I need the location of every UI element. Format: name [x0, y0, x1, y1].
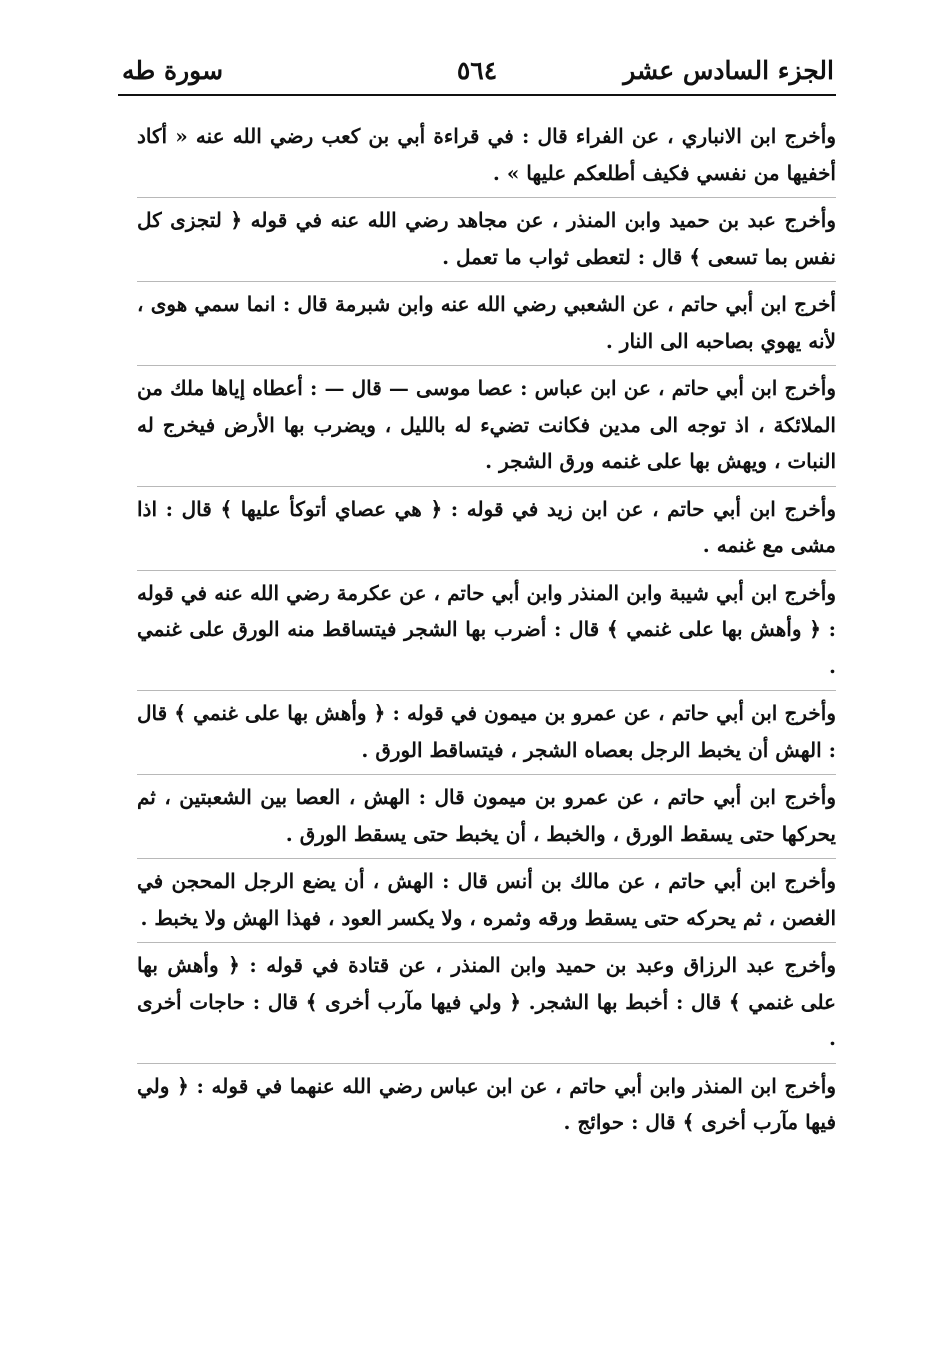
header-rule — [118, 94, 836, 96]
entry-divider — [137, 858, 836, 859]
narration-entry: وأخرج ابن أبي حاتم ، عن عمرو بن ميمون في قوله : ﴿ وأهش بها على غنمي ﴾ قال : الهش أن يخبط الرجل بعصاه الشجر ، فيتساقط الورق . — [137, 701, 836, 762]
narration-entry: وأخرج ابن أبي شيبة وابن المنذر وابن أبي حاتم ، عن عكرمة رضي الله عنه في قوله : ﴿ وأهش بها على غنمي ﴾ قال : أضرب بها الشجر فيتساقط منه الورق على غنمي . — [137, 580, 836, 678]
entry-divider — [137, 197, 836, 198]
entry-divider — [137, 690, 836, 691]
narration-entry: وأخرج عبد بن حميد وابن المنذر ، عن مجاهد رضي الله عنه في قوله ﴿ لتجزى كل نفس بما تسعى ﴾ قال : لتعطى ثواب ما تعمل . — [137, 208, 836, 269]
narration-entry: وأخرج ابن أبي حاتم ، عن ابن زيد في قوله : ﴿ هي عصاي أتوكأ عليها ﴾ قال : اذا مشى مع غنمه . — [137, 496, 836, 557]
narration-entry: وأخرج عبد الرزاق وعبد بن حميد وابن المنذر ، عن قتادة في قوله : ﴿ وأهش بها على غنمي ﴾ قال : أخبط بها الشجر. ﴿ ولي فيها مآرب أخرى ﴾ قال : حاجات أخرى . — [137, 953, 836, 1050]
entry-divider — [137, 774, 836, 775]
page-header — [118, 52, 836, 96]
narration-entry: وأخرج ابن المنذر وابن أبي حاتم ، عن ابن عباس رضي الله عنهما في قوله : ﴿ ولي فيها مآرب أخرى ﴾ قال : حوائج . — [137, 1073, 836, 1134]
entry-divider — [137, 1063, 836, 1064]
entry-divider — [137, 942, 836, 943]
entry-divider — [137, 486, 836, 487]
narration-entry: وأخرج ابن أبي حاتم ، عن مالك بن أنس قال : الهش ، أن يضع الرجل المحجن في الغصن ، ثم يحركه حتى يسقط ورقه وثمره ، ولا يكسر العود ، فهذا الهش ولا يخبط . — [137, 869, 836, 930]
narration-entry: وأخرج ابن أبي حاتم ، عن عمرو بن ميمون قال : الهش ، العصا بين الشعبتين ، ثم يحركها حتى يسقط الورق ، والخبط ، أن يخبط حتى يسقط الورق . — [137, 785, 836, 846]
surah-label: سورة طه — [122, 56, 224, 85]
narration-entry: وأخرج ابن أبي حاتم ، عن ابن عباس : عصا موسى — قال — : أعطاه إياها ملك من الملائكة ، اذ توجه الى مدين فكانت تضيء له بالليل ، ويضرب بها الأرض فيخرج له النبات ، ويهش بها على غنمه ورق الشجر . — [137, 376, 836, 473]
entry-divider — [137, 365, 836, 366]
narration-entry: أخرج ابن أبي حاتم ، عن الشعبي رضي الله عنه وابن شبرمة قال : انما سمي هوى ، لأنه يهوي بصاحبه الى النار . — [137, 292, 836, 353]
entry-divider — [137, 570, 836, 571]
narration-entry: وأخرج ابن الانباري ، عن الفراء قال : في قراءة أبي بن كعب رضي الله عنه « أكاد أخفيها من نفسي فكيف أطلعكم عليها » . — [137, 124, 836, 185]
page-body — [137, 118, 836, 1144]
page-number: ٥٦٤ — [456, 56, 498, 85]
entry-divider — [137, 281, 836, 282]
volume-label: الجزء السادس عشر — [623, 56, 834, 85]
